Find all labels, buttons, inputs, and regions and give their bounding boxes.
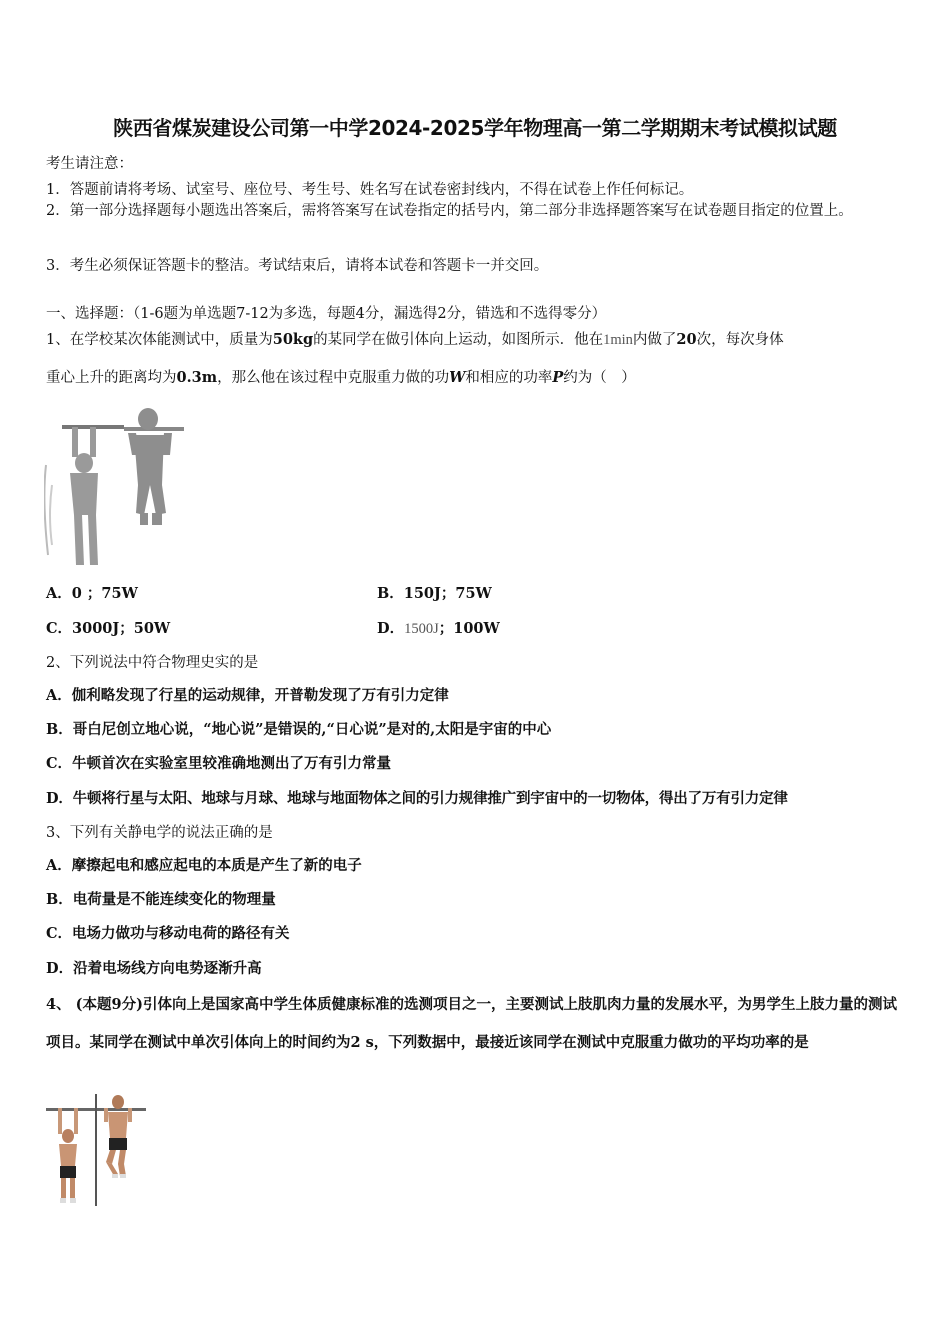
q2-option-d: D．牛顿将行星与太阳、地球与月球、地球与地面物体之间的引力规律推广到宇宙中的一切物体，得出了万有引力定律 xyxy=(46,790,788,807)
q3-option-a: A．摩擦起电和感应起电的本质是产生了新的电子 xyxy=(46,857,362,874)
question-1-line-1 xyxy=(46,328,784,349)
pullup-figure-1 xyxy=(44,405,189,570)
q1-option-d-value: 1500J xyxy=(404,621,439,637)
q3-option-b: B．电荷量是不能连续变化的物理量 xyxy=(46,891,276,908)
q3-option-c: C．电场力做功与移动电荷的路径有关 xyxy=(46,925,290,942)
q1-text: 约为（ ） xyxy=(563,370,636,386)
question-1-line-2 xyxy=(46,366,636,387)
person-raised-silhouette xyxy=(128,408,172,525)
question-4-stem: 4、 (本题9分)引体向上是国家高中学生体质健康标准的选测项目之一，主要测试上肢肌肉力量的发展水平，为男学生上肢力量的测试项目。某同学在测试中单次引体向上的时间约为2 s，下列数据中，最接近该同学在测试中克服重力做功的平均功率的是 xyxy=(46,996,897,1051)
notice-item-1: 1．答题前请将考场、试室号、座位号、考生号、姓名写在试卷密封线内，不得在试卷上作任何标记。 xyxy=(46,182,694,198)
q1-text: ，那么他在该过程中克服重力做的功 xyxy=(217,370,450,386)
q1-height: 0.3m xyxy=(176,369,218,386)
person-hanging xyxy=(58,1108,78,1203)
q1-time: 1min xyxy=(603,332,633,348)
q2-option-b: B．哥白尼创立地心说，“地心说”是错误的,“日心说”是对的,太阳是宇宙的中心 xyxy=(46,721,552,738)
section-heading: 一、选择题：（1-6题为单选题7-12为多选，每题4分，漏选得2分，错选和不选得零分） xyxy=(46,306,607,322)
ring-arc xyxy=(50,485,52,545)
q1-option-d-prefix: D． xyxy=(377,620,405,637)
ring-arc xyxy=(44,465,48,555)
q1-text: 内做了 xyxy=(632,332,677,348)
question-2-stem: 2、下列说法中符合物理史实的是 xyxy=(46,655,259,671)
q1-option-a: A．0 ；75W xyxy=(46,585,138,602)
q1-var-w: W xyxy=(449,369,466,386)
q1-option-d xyxy=(377,617,500,638)
q1-text: 1、在学校某次体能测试中，质量为 xyxy=(46,332,273,348)
person-raised xyxy=(104,1095,132,1178)
q1-text: 重心上升的距离均为 xyxy=(46,370,177,386)
q1-option-b: B．150J；75W xyxy=(377,585,492,602)
q2-option-c: C．牛顿首次在实验室里较准确地测出了万有引力常量 xyxy=(46,755,392,772)
q1-option-d-suffix: ；100W xyxy=(438,620,500,637)
notice-item-2: 2．第一部分选择题每小题选出答案后，需将答案写在试卷指定的括号内，第二部分非选择题答案写在试卷题目指定的位置上。 xyxy=(46,203,853,219)
q1-text: 的某同学在做引体向上运动，如图所示．他在 xyxy=(313,332,604,348)
notice-item-3: 3．考生必须保证答题卡的整洁。考试结束后，请将本试卷和答题卡一并交回。 xyxy=(46,258,549,274)
notice-heading: 考生请注意： xyxy=(46,156,133,172)
pullup-post xyxy=(95,1094,97,1206)
q1-text: 和相应的功率 xyxy=(465,370,553,386)
q1-option-c: C．3000J；50W xyxy=(46,620,171,637)
person-hanging-silhouette xyxy=(70,427,98,565)
q3-option-d: D．沿着电场线方向电势逐渐升高 xyxy=(46,960,262,977)
q1-text: 次，每次身体 xyxy=(696,332,784,348)
pullup-figure-2 xyxy=(46,1094,151,1209)
q1-count: 20 xyxy=(676,331,697,348)
page-title: 陕西省煤炭建设公司第一中学2024-2025学年物理高一第二学期期末考试模拟试题 xyxy=(113,116,837,140)
question-3-stem: 3、下列有关静电学的说法正确的是 xyxy=(46,825,273,841)
q1-var-p: P xyxy=(552,369,564,386)
q2-option-a: A．伽利略发现了行星的运动规律，开普勒发现了万有引力定律 xyxy=(46,687,449,704)
q1-mass: 50kg xyxy=(272,331,314,348)
